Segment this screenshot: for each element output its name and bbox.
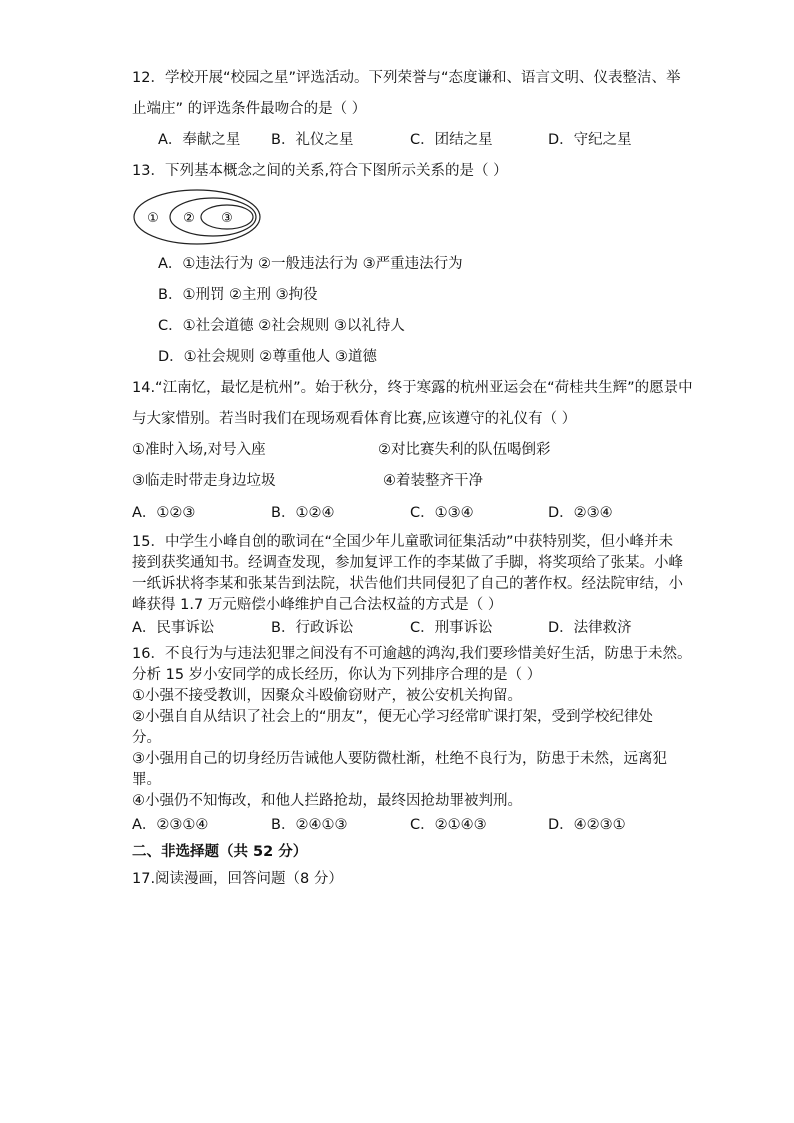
q16-option-d[interactable]: D．④②③① bbox=[548, 817, 626, 833]
q15-option-d[interactable]: D．法律救济 bbox=[548, 620, 632, 636]
q15-option-c[interactable]: C．刑事诉讼 bbox=[410, 620, 493, 636]
q16-item-1: ①小强不接受教训，因聚众斗殴偷窃财产，被公安机关拘留。 bbox=[132, 688, 522, 704]
venn-label-3: ③ bbox=[221, 211, 233, 226]
q14-option-c[interactable]: C．①③④ bbox=[410, 505, 474, 521]
q14-option-d[interactable]: D．②③④ bbox=[548, 505, 613, 521]
q15-stem-line3: 一纸诉状将李某和张某告到法院，状告他们共同侵犯了自己的著作权。经法院审结，小 bbox=[132, 576, 683, 592]
q16-option-c[interactable]: C．②①④③ bbox=[410, 817, 487, 833]
q13-option-d[interactable]: D．①社会规则 ②尊重他人 ③道德 bbox=[158, 349, 377, 365]
q15-stem-line2: 接到获奖通知书。经调查发现，参加复评工作的李某做了手脚，将奖项给了张某。小峰 bbox=[132, 555, 683, 571]
q13-stem: 13．下列基本概念之间的关系,符合下图所示关系的是（ ） bbox=[132, 163, 508, 179]
q12-stem-line1: 12．学校开展“校园之星”评选活动。下列荣誉与“态度谦和、语言文明、仪表整洁、举 bbox=[132, 70, 681, 86]
q15-option-b[interactable]: B．行政诉讼 bbox=[271, 620, 354, 636]
q16-item-3-line2: 罪。 bbox=[132, 772, 161, 788]
q14-item-3: ③临走时带走身边垃圾 bbox=[132, 473, 276, 489]
nested-ellipses-diagram bbox=[132, 187, 264, 247]
q16-stem-line1: 16．不良行为与违法犯罪之间没有不可逾越的鸿沟,我们要珍惜美好生活，防患于未然。 bbox=[132, 646, 692, 662]
q16-item-4: ④小强仍不知悔改，和他人拦路抢劫，最终因抢劫罪被判刑。 bbox=[132, 793, 522, 809]
venn-label-2: ② bbox=[183, 211, 195, 226]
q14-option-b[interactable]: B．①②④ bbox=[271, 505, 335, 521]
q15-option-a[interactable]: A．民事诉讼 bbox=[132, 620, 215, 636]
q12-option-c[interactable]: C．团结之星 bbox=[410, 132, 493, 148]
q14-item-2: ②对比赛失利的队伍喝倒彩 bbox=[378, 442, 551, 458]
q15-stem-line4: 峰获得 1.7 万元赔偿小峰维护自己合法权益的方式是（ ） bbox=[132, 597, 503, 613]
q14-item-4: ④着装整齐干净 bbox=[383, 473, 483, 489]
q13-option-b[interactable]: B．①刑罚 ②主刑 ③拘役 bbox=[158, 287, 318, 303]
q12-option-a[interactable]: A．奉献之星 bbox=[158, 132, 241, 148]
q14-item-1: ①准时入场,对号入座 bbox=[132, 442, 266, 458]
q16-item-3-line1: ③小强用自己的切身经历告诫他人要防微杜渐，杜绝不良行为，防患于未然，远离犯 bbox=[132, 751, 667, 767]
q13-option-c[interactable]: C．①社会道德 ②社会规则 ③以礼待人 bbox=[158, 318, 405, 334]
q16-option-b[interactable]: B．②④①③ bbox=[271, 817, 348, 833]
q15-stem-line1: 15．中学生小峰自创的歌词在“全国少年儿童歌词征集活动”中获特别奖，但小峰并未 bbox=[132, 534, 673, 550]
venn-label-1: ① bbox=[147, 211, 159, 226]
q16-option-a[interactable]: A．②③①④ bbox=[132, 817, 209, 833]
q16-item-2-line1: ②小强自自从结识了社会上的“朋友”，便无心学习经常旷课打架，受到学校纪律处 bbox=[132, 709, 654, 725]
q13-option-a[interactable]: A．①违法行为 ②一般违法行为 ③严重违法行为 bbox=[158, 256, 463, 272]
q12-stem-line2: 止端庄” 的评选条件最吻合的是（ ） bbox=[132, 101, 367, 117]
q14-option-a[interactable]: A．①②③ bbox=[132, 505, 196, 521]
section-heading: 二、非选择题（共 52 分） bbox=[132, 844, 308, 860]
q16-item-2-line2: 分。 bbox=[132, 730, 161, 746]
q12-option-d[interactable]: D．守纪之星 bbox=[548, 132, 632, 148]
q17-stem: 17.阅读漫画，回答问题（8 分） bbox=[132, 871, 343, 887]
q12-option-b[interactable]: B．礼仪之星 bbox=[271, 132, 354, 148]
q16-stem-line2: 分析 15 岁小安同学的成长经历，你认为下列排序合理的是（ ） bbox=[132, 667, 542, 683]
q14-stem-line2: 与大家惜别。若当时我们在现场观看体育比赛,应该遵守的礼仪有（ ） bbox=[132, 411, 577, 427]
q14-stem-line1: 14.“江南忆，最忆是杭州”。始于秋分，终于寒露的杭州亚运会在“荷桂共生辉”的愿景中 bbox=[132, 380, 693, 396]
